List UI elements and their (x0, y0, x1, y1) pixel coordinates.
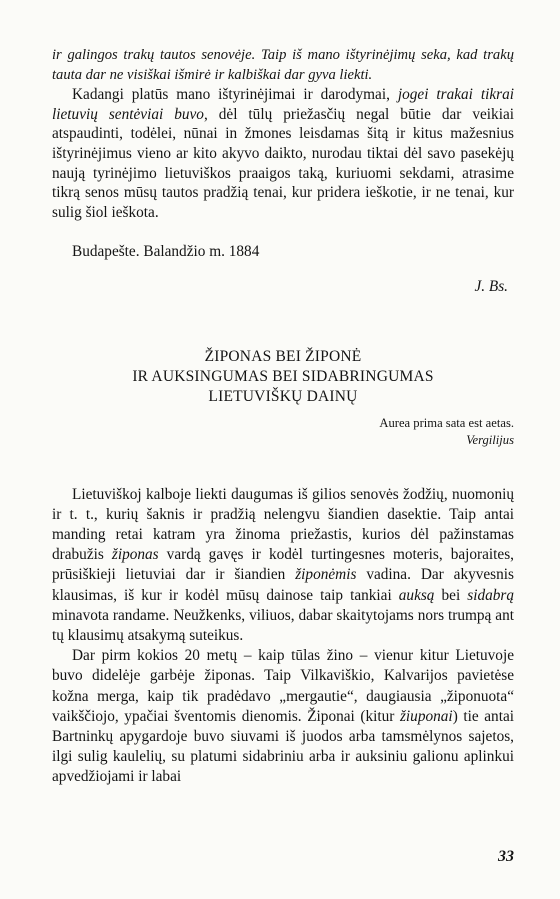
article-paragraph-1 (52, 485, 514, 647)
text-run: bei (434, 586, 468, 604)
article-paragraph-2 (52, 646, 514, 787)
title-line-3: LIETUVIŠKŲ DAINŲ (208, 387, 358, 405)
text-run: vardą gavęs ir kodėl turtingesnes moteris, bajoraites, prūsiškieji lietuviai dar ir šiandien (52, 546, 514, 584)
text-run: vadina. Dar akyvesnis klausimas, iš kur ir kodėl mūsų dainose taip tankiai (52, 566, 514, 604)
italic-text-run: auksą (398, 586, 435, 604)
page-number: 33 (498, 848, 514, 865)
article-body (52, 485, 514, 788)
text-run: ) tie antai Bartninkų apygardoje buvo siuvami iš juodos arba tamsmėlynos sajetos, ilgi sulig kaulelių, su platumi sidabriniu arba ir auksiniu galionu aplinkui apvedžiojami ir labai (52, 707, 514, 786)
text-run: minavota randame. Neužkenks, viliuos, dabar skaitytojams nors trumpą ant tų klausimų atsakymą suteikus. (52, 606, 514, 644)
italic-text-run: žiponas (111, 546, 159, 564)
intro-paragraph-1 (52, 46, 514, 85)
text-run: , dėl tūlų priežasčių negal būtie dar veikiai atspaudinti, todėlei, nūnai in žmones leisdamas šitą ir kitus mažesnius ištyrinėjimus vieno ar kito akyvo daikto, nurodau tiktai dėl savo pasekėjų naują tyrinėjimo lietuviškos praaigos taką, kuriuomi sekdami, atrasime tikrą senos mūsų tautos pradžią tenai, kur pridera ieškotie, ir ne tenai, kur sulig šiol ieškota. (52, 105, 514, 221)
epigraph-text: Aurea prima sata est aetas. (379, 415, 514, 430)
intro-paragraph-2 (52, 85, 514, 222)
signature: J. Bs. (474, 277, 508, 295)
text-run: Dar pirm kokios 20 metų – kaip tūlas žino – vienur kitur Lietuvoje buvo didelėje garbėje žiponas. Taip Vilkaviškio, Kalvarijos pavietėse kožna merga, kaip tik pradėdavo „mergautie“, daugiausia „žiponuota“ vaikščiojo, ypačiai šventomis dienomis. Žiponai (kitur (52, 647, 514, 725)
italic-text-run: žiuponai (399, 707, 453, 725)
italic-text-run: ir galingos trakų tautos senovėje. Taip iš mano ištyrinėjimų seka, kad trakų tauta dar ne visiškai išmirė ir kalbiškai dar gyva liekti. (52, 47, 514, 83)
title-line-1: ŽIPONAS BEI ŽIPONĖ (204, 347, 362, 365)
epigraph (52, 415, 514, 449)
text-run: Lietuviškoj kalboje liekti daugumas iš gilios senovės žodžių, nuomonių ir t. t., kurių šaknis ir pradžią nelengvu šiandien dasektie. Taip antai manding retai katram yra žinoma priežastis, kurios dėl pažinstamas drabužis (52, 485, 514, 564)
text-run: Kadangi platūs mano ištyrinėjimai ir darodymai, (72, 86, 398, 104)
italic-text-run: sidabrą (467, 586, 514, 604)
title-line-2: IR AUKSINGUMAS BEI SIDABRINGUMAS (132, 367, 434, 385)
epigraph-author: Vergilijus (466, 432, 514, 447)
italic-text-run: jogei trakai tikrai lietuvių sentėviai buvo (52, 86, 514, 123)
italic-text-run: žiponėmis (295, 566, 357, 584)
article-title (52, 347, 514, 407)
dateline: Budapešte. Balandžio m. 1884 (72, 243, 260, 261)
